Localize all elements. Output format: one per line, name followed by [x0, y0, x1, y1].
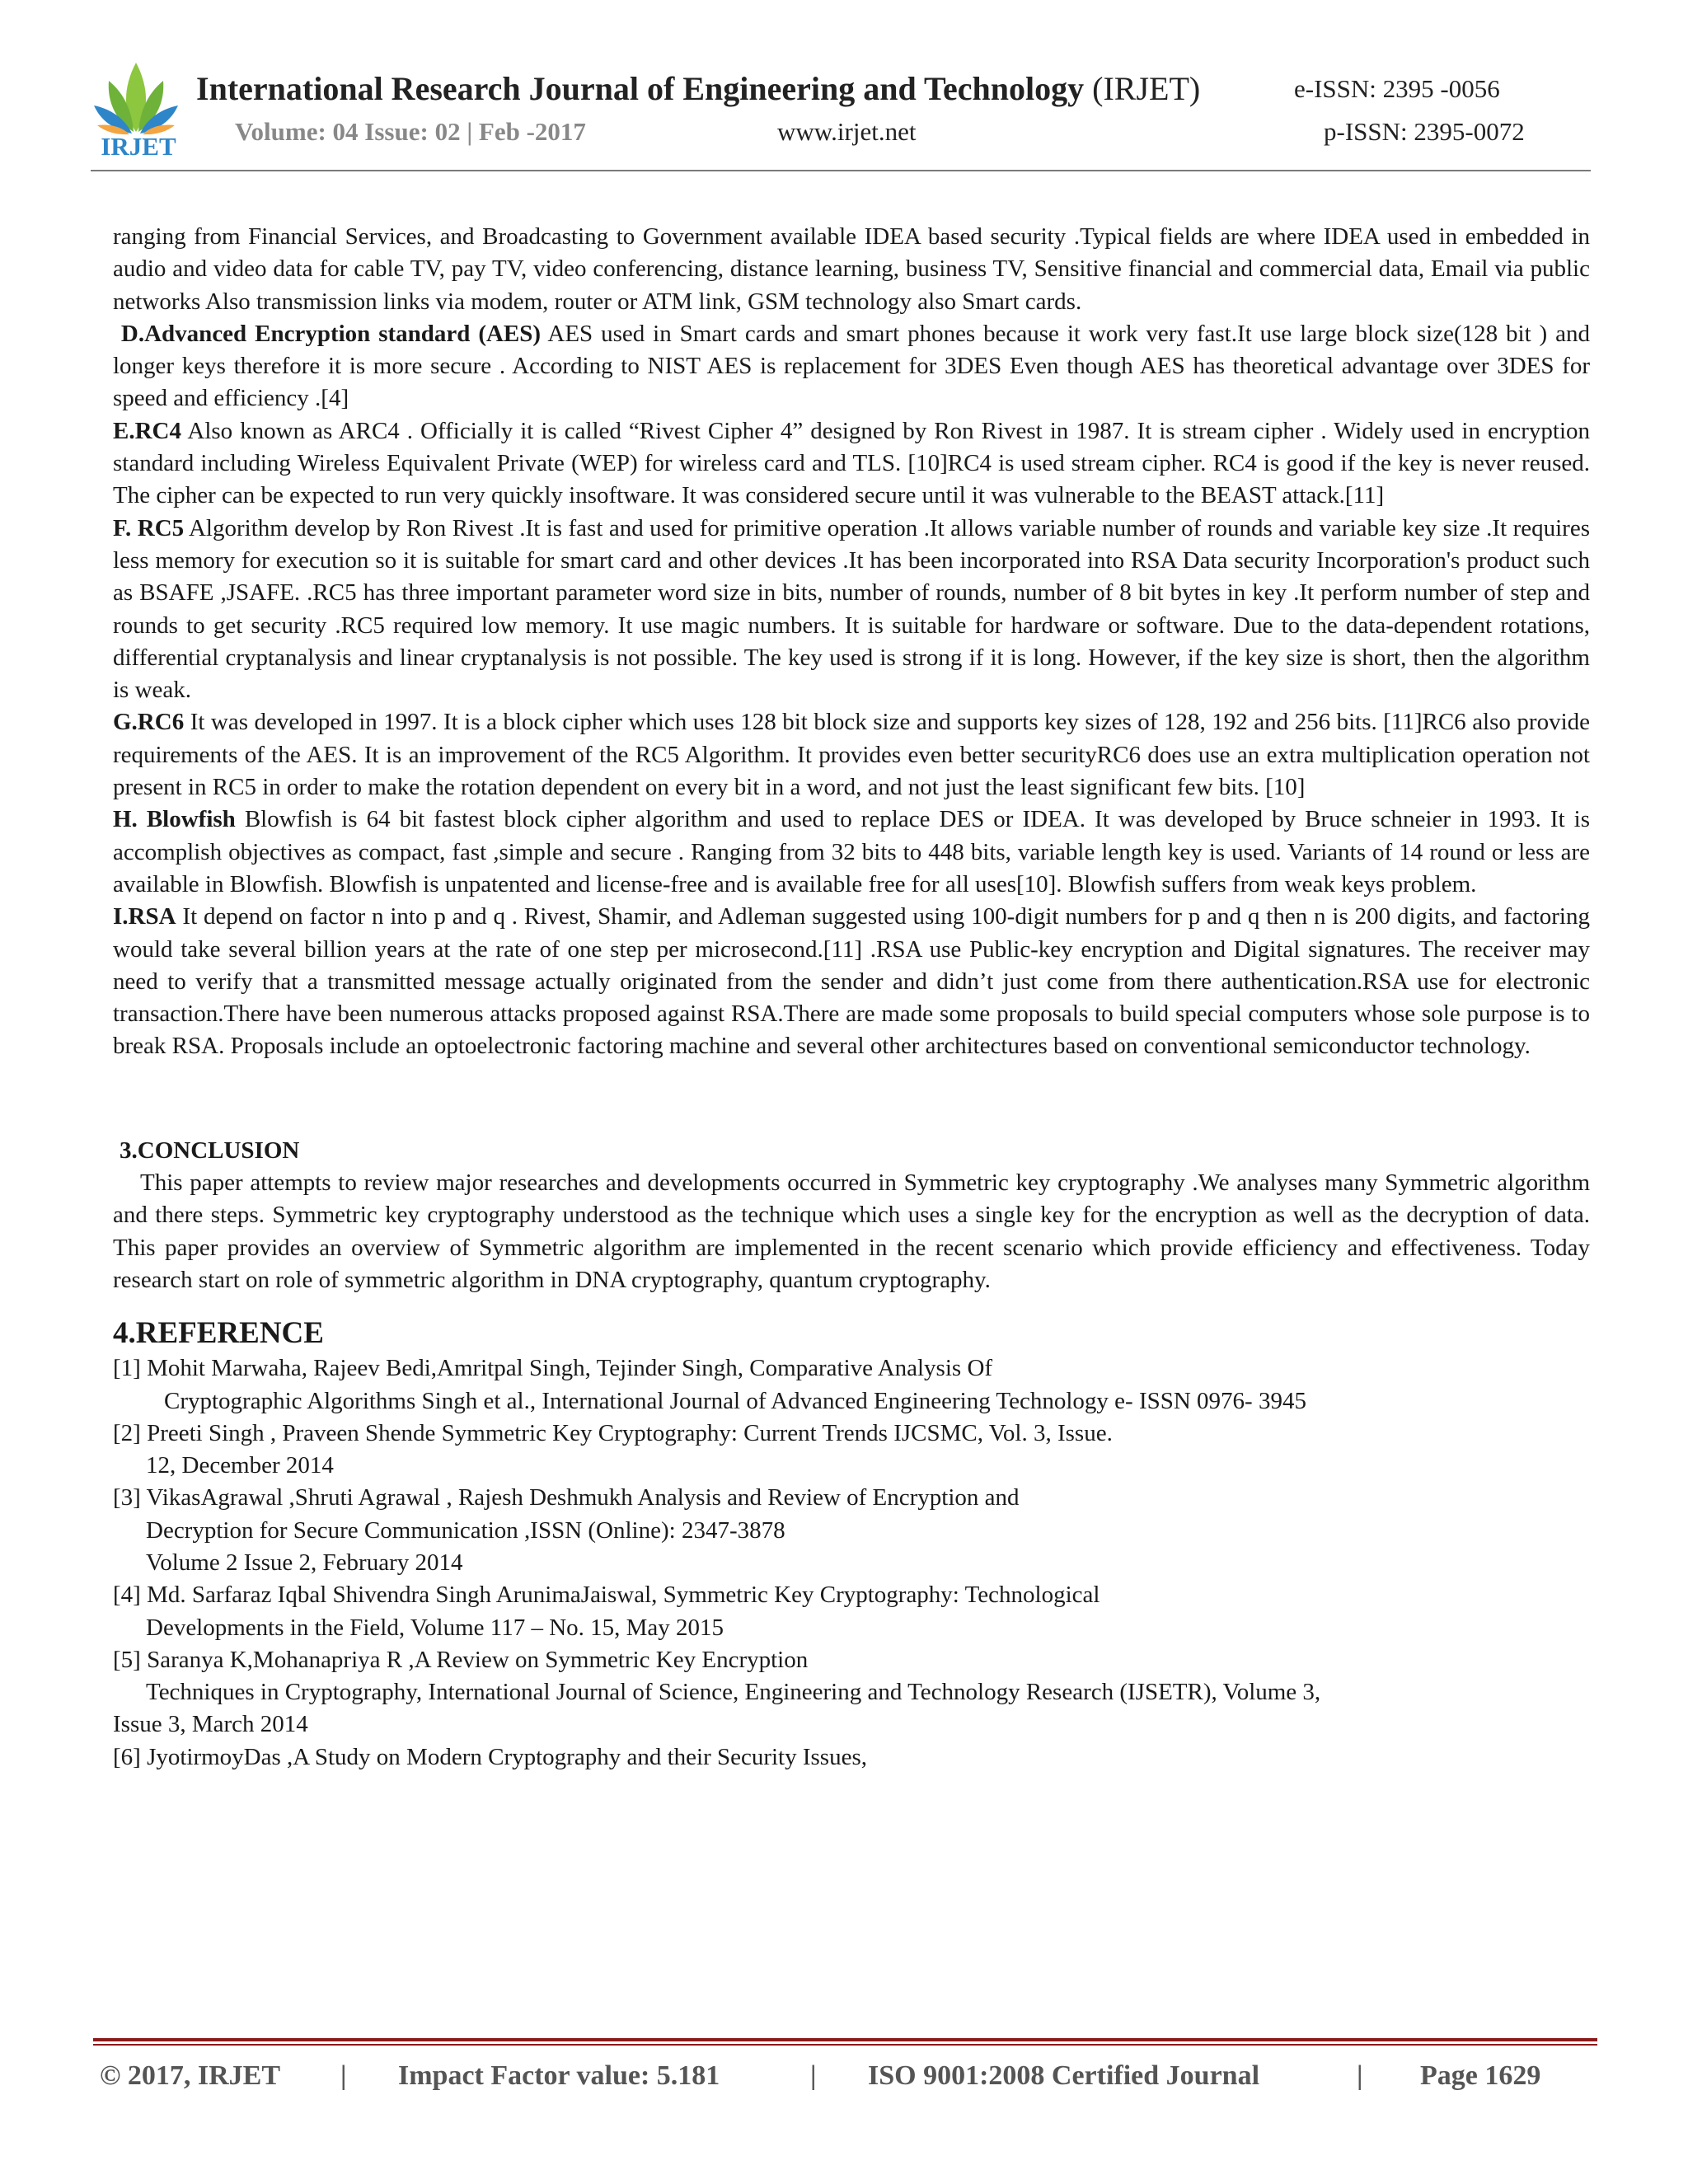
aes-text: AES used in Smart cards and smart phones because it work very fast.It use large block size(128 bit ) and longer keys therefore it is more secure . According to NIST AES is replacement for 3DES Even though AES has theoretical advantage over 3DES for speed and efficiency .[4] — [113, 320, 1590, 412]
aes-paragraph — [113, 318, 1590, 415]
reference-line: Issue 3, March 2014 — [113, 1711, 308, 1738]
reference-item — [113, 1352, 1590, 1418]
rsa-text: It depend on factor n into p and q . Rivest, Shamir, and Adleman suggested using 100-digit numbers for p and q then n is 200 digits, and factoring would take several billion years at the rate of one step per microsecond.[11] .RSA use Public-key encryption and Digital signatures. The receiver may need to verify that a transmitted message actually originated from the sender and didn’t just come from there authentication.RSA use for electronic transaction.There have been numerous attacks proposed against RSA.There are made some proposals to build special computers whose sole purpose is to break RSA. Proposals include an optoelectronic factoring machine and several other architectures based on conventional semiconductor technology. — [113, 903, 1590, 1060]
rsa-heading: I.RSA — [113, 903, 176, 930]
reference-line: [4] Md. Sarfaraz Iqbal Shivendra Singh ArunimaJaiswal, Symmetric Key Cryptography: Technological — [113, 1582, 1100, 1609]
reference-line: [6] JyotirmoyDas ,A Study on Modern Cryptography and their Security Issues, — [113, 1743, 868, 1770]
blowfish-text: Blowfish is 64 bit fastest block cipher algorithm and used to replace DES or IDEA. It was developed by Bruce schneier in 1993. It is accomplish objectives as compact, fast ,simple and secure . Ranging from 32 bits to 448 bits, variable length key is used. Variants of 14 round or less are available in Blowfish. Blowfish is unpatented and license-free and is available free for all uses[10]. Blowfish suffers from weak keys problem. — [113, 806, 1590, 898]
website-link[interactable]: www.irjet.net — [777, 117, 917, 146]
reference-item — [113, 1579, 1590, 1644]
reference-line: Techniques in Cryptography, International Journal of Science, Engineering and Technology Research (IJSETR), Volume 3, — [146, 1679, 1321, 1706]
reference-line: [5] Saranya K,Mohanapriya R ,A Review on Symmetric Key Encryption — [113, 1646, 809, 1673]
footer-iso-certification: ISO 9001:2008 Certified Journal — [868, 2060, 1260, 2091]
reference-line: 12, December 2014 — [146, 1452, 334, 1479]
header-divider — [91, 170, 1591, 171]
conclusion-heading: 3.CONCLUSION — [120, 1137, 300, 1164]
journal-title — [196, 69, 1200, 108]
aes-heading: D.Advanced Encryption standard (AES) — [120, 320, 542, 347]
reference-line: [3] VikasAgrawal ,Shruti Agrawal , Rajesh Deshmukh Analysis and Review of Encryption and — [113, 1484, 1020, 1511]
conclusion-paragraph: This paper attempts to review major researches and developments occurred in Symmetric key cryptography .We analyses many Symmetric algorithm and there steps. Symmetric key cryptography understood as the technique which uses a single key for the encryption as well as the decryption of data. This paper provides an overview of Symmetric algorithm are implemented in the recent scenario which provide efficiency and effectiveness. Today research start on role of symmetric algorithm in DNA cryptography, quantum cryptography. — [113, 1169, 1590, 1293]
idea-continuation-paragraph: ranging from Financial Services, and Broadcasting to Government available IDEA based security .Typical fields are where IDEA used in embedded in audio and video data for cable TV, pay TV, video conferencing, distance learning, business TV, Sensitive financial and commercial data, Email via public networks Also transmission links via modem, router or ATM link, GSM technology also Smart cards. — [113, 223, 1590, 315]
rc5-paragraph — [113, 513, 1590, 707]
reference-line: Decryption for Secure Communication ,ISSN (Online): 2347-3878 — [146, 1516, 785, 1544]
rc4-text: Also known as ARC4 . Officially it is called “Rivest Cipher 4” designed by Ron Rivest in 1987. It is stream cipher . Widely used in encryption standard including Wireless Equivalent Private (WEP) for wireless card and TLS. [10]RC4 is used stream cipher. RC4 is good if the key is never reused. The cipher can be expected to run very quickly insoftware. It was considered secure until it was vulnerable to the BEAST attack.[11] — [113, 417, 1590, 509]
page-footer — [93, 2060, 1597, 2103]
rc6-text: It was developed in 1997. It is a block cipher which uses 128 bit block size and supports key sizes of 128, 192 and 256 bits. [11]RC6 also provide requirements of the AES. It is an improvement of the RC5 Algorithm. It provides even better securityRC6 does use an extra multiplication operation not present in RC5 in order to make the rotation dependent on every bit in a word, and not just the least significant few bits. [10] — [113, 709, 1590, 801]
blowfish-paragraph — [113, 804, 1590, 901]
p-issn: p-ISSN: 2395-0072 — [1324, 117, 1525, 146]
reference-item — [113, 1741, 1590, 1774]
reference-line: [2] Preeti Singh , Praveen Shende Symmetric Key Cryptography: Current Trends IJCSMC, Vol. 3, Issue. — [113, 1419, 1113, 1446]
journal-abbreviation: (IRJET) — [1092, 70, 1201, 107]
reference-item — [113, 1482, 1590, 1579]
volume-issue: Volume: 04 Issue: 02 | Feb -2017 — [235, 117, 586, 146]
leaf-logo-icon — [91, 56, 181, 138]
rc5-text: Algorithm develop by Ron Rivest .It is fast and used for primitive operation .It allows variable number of rounds and variable key size .It requires less memory for execution so it is suitable for smart card and other devices .It has been incorporated into RSA Data security Incorporation's product such as BSAFE ,JSAFE. .RC5 has three important parameter word size in bits, number of rounds, number of 8 bit bytes in key .It perform number of step and rounds to get security .RC5 required low memory. It use magic numbers. It is suitable for hardware or software. Due to the data-dependent rotations, differential cryptanalysis and linear cryptanalysis is not possible. The key used is strong if it is long. However, if the key size is short, then the algorithm is weak. — [113, 514, 1590, 704]
blowfish-heading: H. Blowfish — [113, 806, 236, 833]
footer-separator: | — [340, 2060, 347, 2091]
irjet-logo — [91, 56, 181, 163]
article-body — [113, 221, 1590, 1774]
page-header — [91, 49, 1591, 175]
footer-separator: | — [1357, 2060, 1363, 2091]
page-number: Page 1629 — [1420, 2060, 1541, 2091]
references-heading: 4.REFERENCE — [113, 1316, 324, 1351]
rc6-heading: G.RC6 — [113, 709, 185, 736]
footer-copyright: © 2017, IRJET — [100, 2060, 281, 2091]
reference-line: Cryptographic Algorithms Singh et al., International Journal of Advanced Engineering Technology e- ISSN 0976- 3945 — [164, 1387, 1306, 1414]
reference-line: Developments in the Field, Volume 117 – No. 15, May 2015 — [146, 1614, 724, 1641]
reference-item — [113, 1418, 1590, 1483]
journal-name: International Research Journal of Engineering and Technology — [196, 70, 1085, 107]
rc5-heading: F. RC5 — [113, 514, 185, 541]
footer-divider-thick — [93, 2038, 1597, 2041]
footer-divider-thin — [93, 2044, 1597, 2046]
footer-separator: | — [810, 2060, 817, 2091]
rc4-heading: E.RC4 — [113, 417, 181, 444]
logo-text: IRJET — [101, 132, 176, 161]
rc6-paragraph — [113, 706, 1590, 804]
e-issn: e-ISSN: 2395 -0056 — [1294, 74, 1500, 103]
footer-impact-factor: Impact Factor value: 5.181 — [398, 2060, 720, 2091]
reference-item — [113, 1644, 1590, 1741]
rc4-paragraph — [113, 415, 1590, 513]
rsa-paragraph — [113, 901, 1590, 1062]
reference-line: Volume 2 Issue 2, February 2014 — [146, 1549, 463, 1576]
reference-line: [1] Mohit Marwaha, Rajeev Bedi,Amritpal Singh, Tejinder Singh, Comparative Analysis Of — [113, 1355, 993, 1382]
